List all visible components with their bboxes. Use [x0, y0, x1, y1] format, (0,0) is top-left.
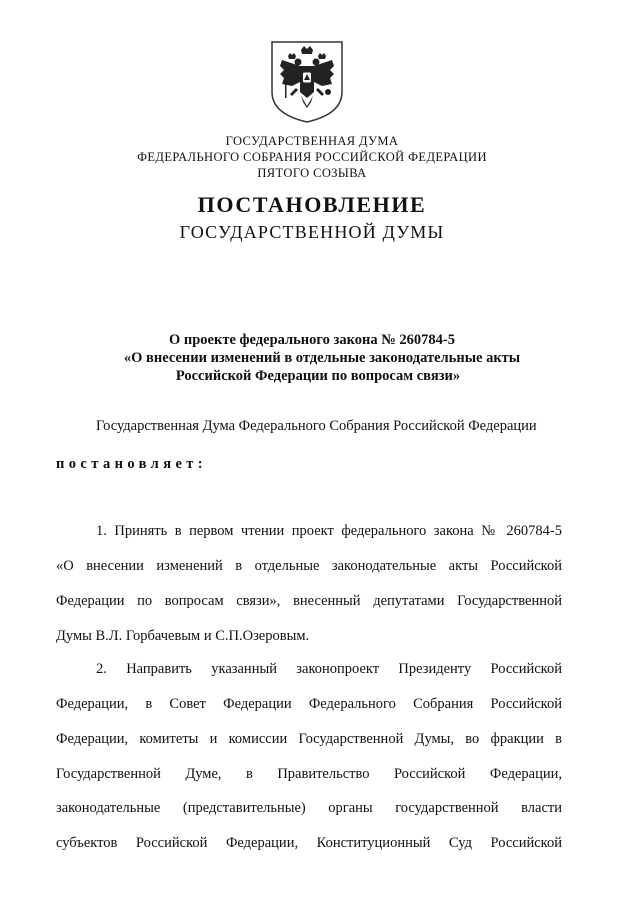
- resolution-title-line: Российской Федерации по вопросам связи»: [175, 368, 461, 384]
- body-text-line: Федерации, комитеты и комиссии Государственной Думы, во фракции в: [56, 731, 562, 747]
- coat-of-arms-icon: [268, 40, 346, 124]
- body-text-line: 1. Принять в первом чтении проект федерального закона № 260784-5: [96, 523, 562, 539]
- body-text-line: законодательные (представительные) органы государственной власти: [56, 800, 562, 816]
- body-text-line: Федерации, в Совет Федерации Федерального Собрания Российской: [56, 696, 562, 712]
- body-text-line: 2. Направить указанный законопроект Президенту Российской: [96, 661, 562, 677]
- institution-name: ГОСУДАРСТВЕННАЯ ДУМА: [225, 134, 399, 148]
- document-issuer-heading: ГОСУДАРСТВЕННОЙ ДУМЫ: [179, 222, 445, 242]
- preamble-text: Государственная Дума Федерального Собрания Российской Федерации: [96, 418, 537, 434]
- body-text-line: Государственной Думе, в Правительство Российской Федерации,: [56, 766, 562, 782]
- convocation: ПЯТОГО СОЗЫВА: [257, 166, 367, 180]
- resolution-title-line: «О внесении изменений в отдельные законодательные акты: [123, 350, 521, 366]
- body-text-line: субъектов Российской Федерации, Конституционный Суд Российской: [56, 835, 562, 851]
- decides-keyword: постановляет:: [56, 456, 208, 472]
- parliament-name: ФЕДЕРАЛЬНОГО СОБРАНИЯ РОССИЙСКОЙ ФЕДЕРАЦИИ: [137, 150, 487, 164]
- document-type-heading: ПОСТАНОВЛЕНИЕ: [197, 192, 427, 217]
- body-text-line: Федерации по вопросам связи», внесенный депутатами Государственной: [56, 593, 562, 609]
- body-text-line: «О внесении изменений в отдельные законодательные акты Российской: [56, 558, 562, 574]
- body-text-line: Думы В.Л. Горбачевым и С.П.Озеровым.: [56, 628, 310, 644]
- resolution-title-line: О проекте федерального закона № 260784-5: [168, 332, 456, 348]
